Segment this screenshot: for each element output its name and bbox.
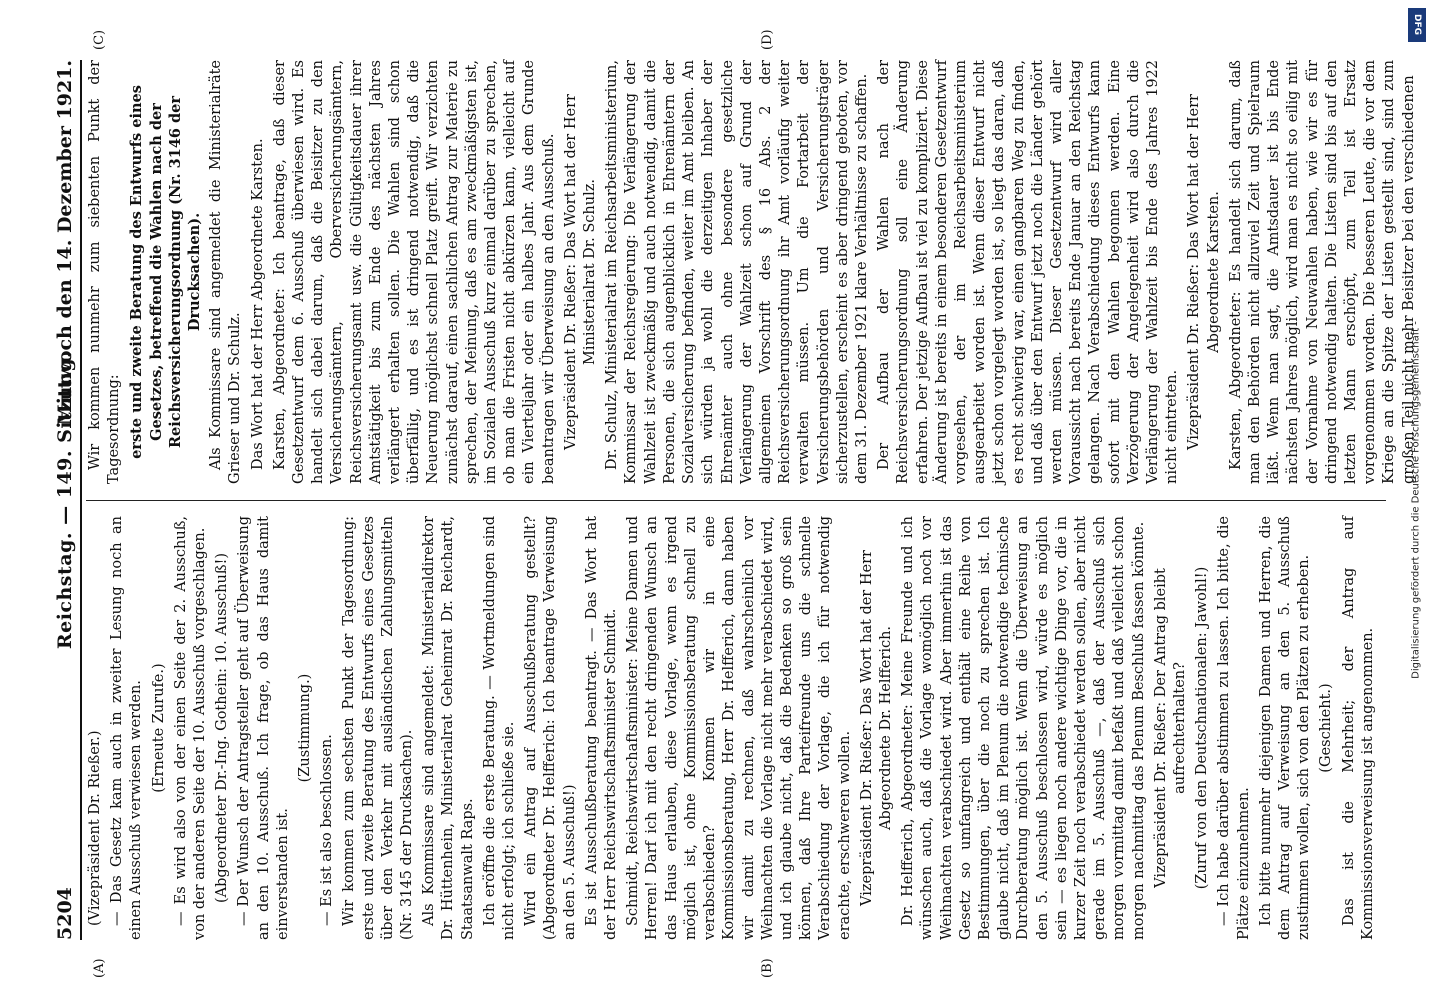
paragraph: Es ist Ausschußberatung beantragt. — Das Wort hat der Herr Reichswirtschaftsminister Schmidt. <box>583 516 620 940</box>
dfg-logo: DFG <box>1408 8 1426 42</box>
right-column <box>86 60 1417 484</box>
paragraph: Vizepräsident Dr. Rießer: Der Antrag bleibt aufrechterhalten? <box>1152 568 1188 888</box>
paragraph: Als Kommissare sind angemeldet die Ministerialräte Grieser und Dr. Schulz. <box>208 60 244 484</box>
paragraph: (Zustimmung.) <box>297 673 314 783</box>
paragraph: Vizepräsident Dr. Rießer: Das Wort hat der Herr Ministerialrat Dr. Schulz. <box>562 94 599 450</box>
credit-text: Digitalisierung gefördert durch die Deutsche Forschungsgemeinschaft - <box>1410 321 1422 679</box>
digitization-credit <box>1405 8 1427 992</box>
paragraph: — Ich habe darüber abstimmen zu lassen. Ich bitte, die Plätze einzunehmen. <box>1216 516 1252 940</box>
paragraph: Vizepräsident Dr. Rießer: Das Wort hat der Herr Abgeordnete Dr. Helfferich. <box>858 550 894 906</box>
paragraph: Ich eröffne die erste Beratung. — Wortmeldungen sind nicht erfolgt; ich schließe sie. <box>481 516 518 940</box>
paragraph: — Das Gesetz kam auch in zweiter Lesung noch an einen Ausschuß verwiesen werden. <box>109 516 145 940</box>
paragraph: Wird ein Antrag auf Ausschußberatung gestellt? (Abgeordneter Dr. Helfferich: Ich beantrage Verweisung an den 5. Ausschuß!) <box>523 516 578 940</box>
agenda-heading: erste und zweite Beratung des Entwurfs eines Gesetzes, betreffend die Wahlen nach der Reichsversicherungsordnung (Nr. 3146 der Drucksachen). <box>128 85 204 459</box>
paragraph: Wir kommen zum sechsten Punkt der Tagesordnung: erste und zweite Beratung des Entwurfs eines Gesetzes über den Verkehr mit ausländischen Zahlungsmitteln (Nr. 3145 der Drucksachen). <box>341 516 416 940</box>
page-number: 5204 <box>54 887 76 940</box>
paragraph: (Abgeordneter Dr.-Ing. Gothein: 10. Ausschuß!) <box>214 553 231 903</box>
paragraph: Als Kommissare sind angemeldet: Ministerialdirektor Dr. Hüttenhein, Ministerialrat Geheimrat Dr. Reichardt, Staatsanwalt Raps. <box>421 516 476 940</box>
margin-mark-c: (C) <box>92 29 107 50</box>
paragraph: — Es wird also von der einen Seite der 2. Ausschuß, von der anderen Seite der 10. Ausschuß vorgeschlagen. <box>172 516 209 940</box>
page-header <box>40 60 82 940</box>
paragraph: — Es ist also beschlossen. <box>319 734 336 926</box>
paragraph: Ich bitte nunmehr diejenigen Damen und Herren, die dem Antrag auf Verweisung an den 5. Ausschuß zustimmen wollen, sich von den Plätzen zu erheben. <box>1257 516 1313 940</box>
margin-mark-a: (A) <box>92 958 107 978</box>
paragraph: Karsten, Abgeordneter: Ich beantrage, daß dieser Gesetzentwurf dem 6. Ausschuß überwiesen wird. Es handelt sich dabei darum, daß die Beisitzer zu den Versicherungsämtern, Oberversicherungsämtern, Reichsversicherungsamt usw. die Gültigkeitsdauer ihrer Amtstätigkeit bis zum Ende des nächsten Jahres verlängert erhalten sollen. Die Wahlen sind schon überfällig, und es ist dringend notwendig, daß die Neuerung möglichst schnell Platz greift. Wir verzichten zunächst darauf, einen sachlichen Antrag zur Materie zu sprechen, der Meinung, daß es am zweckmäßigsten ist, im Sozialen Ausschuß kurz einmal darüber zu sprechen, ob man die Fristen nicht abkürzen kann, vielleicht auf ein Vierteljahr oder ein halbes Jahr. Aus dem Grunde beantragen wir Überweisung an den Ausschuß. <box>271 60 557 484</box>
paragraph: (Zuruf von den Deutschnationalen: Jawohl!) <box>1194 566 1211 890</box>
paragraph: — Der Wunsch der Antragsteller geht auf Überweisung an den 10. Ausschuß. Ich frage, ob das Haus damit einverstanden ist. <box>236 516 291 940</box>
paragraph: Schmidt, Reichswirtschaftsminister: Meine Damen und Herren! Darf ich mit den recht dringenden Wunsch an das Haus erlauben, diese Vorlage, wenn es irgend möglich ist, ohne Kommissionsberatung schnell zu verabschieden? Kommen wir in eine Kommissionsberatung, Herr Dr. Helfferich, dann haben wir damit zu rechnen, daß wahrscheinlich vor Weihnachten die Vorlage nicht mehr verabschiedet wird, und ich glaube nicht, daß die Bedenken so groß sein können, daß Ihre Parteifreunde uns die schnelle Verabschiedung der Vorlage, die ich für notwendig erachte, erschweren wollen. <box>625 516 853 940</box>
paragraph: Vizepräsident Dr. Rießer: Das Wort hat der Herr Abgeordnete Karsten. <box>1186 94 1222 450</box>
paragraph: Dr. Schulz, Ministerialrat im Reichsarbeitsministerium, Kommissar der Reichsregierung: Die Verlängerung der Wahlzeit ist zweckmäßig und auch notwendig, damit die Personen, die sich augenblicklich in Ehrenämtern der Sozialversicherung befinden, weiter im Amt bleiben. An sich würden ja wohl die derzeitigen Inhaber der Ehrenämter auch ohne besondere gesetzliche Verlängerung der Wahlzeit schon auf Grund der allgemeinen Vorschrift des § 16 Abs. 2 der Reichsversicherungsordnung ihr Amt vorläufig weiter verwalten müssen. Um die Fortarbeit der Versicherungsbehörden und Versicherungsträger sicherzustellen, erscheint es aber dringend geboten, vor dem 31. Dezember 1921 klare Verhältnisse zu schaffen. <box>604 60 870 484</box>
paragraph: Dr. Helfferich, Abgeordneter: Meine Freunde und ich wünschen auch, daß die Vorlage womöglich noch vor Weihnachten verabschiedet wird. Aber immerhin ist das Gesetz so umfangreich und enthält eine Reihe von Bestimmungen, über die noch zu sprechen ist. Ich glaube nicht, daß im Plenum die notwendige technische Durchberatung möglich ist. Wenn die Überweisung an den 5. Ausschuß beschlossen wird, würde es möglich sein — es liegen noch andere wichtige Dinge vor, die in kurzer Zeit noch verabschiedet werden sollen, aber nicht gerade im 5. Ausschuß —, daß der Ausschuß sich morgen vormittag damit befaßt und daß vielleicht schon morgen nachmittag das Plenum Beschluß fassen könnte. <box>900 516 1147 940</box>
paragraph: (Vizepräsident Dr. Rießer.) <box>87 730 103 926</box>
paragraph: Wir kommen nunmehr zum siebenten Punkt der Tagesordnung: <box>87 60 123 484</box>
paragraph: Das ist die Mehrheit; der Antrag auf Kommissionsverweisung ist angenommen. <box>1340 516 1376 940</box>
paragraph: (Geschieht.) <box>1318 683 1335 773</box>
paragraph: (Erneute Zurufe.) <box>150 663 167 793</box>
session-date: Mittwoch den 14. Dezember 1921. <box>54 60 76 426</box>
paragraph: Das Wort hat der Herr Abgeordnete Karsten. <box>249 138 266 470</box>
paragraph: Der Aufbau der Wahlen nach der Reichsversicherungsordnung soll eine Änderung erfahren. Der jetzige Aufbau ist viel zu kompliziert. Diese Änderung ist bereits in einem besonderen Gesetzentwurf vorgesehen, der im Reichsarbeitsministerium ausgearbeitet worden ist. Wenn dieser Entwurf nicht jetzt schon vorgelegt worden ist, so liegt das daran, daß es recht schwierig war, einen gangbaren Weg zu finden, und daß über den Entwurf jetzt noch die Länder gehört werden müssen. Dieser Gesetzentwurf wird aller Voraussicht nach bereits Ende Januar an den Reichstag gelangen. Nach Verabschiedung dieses Entwurfs kann sofort mit den Wahlen begonnen werden. Eine Verzögerung der Angelegenheit wird also durch die Verlängerung der Wahlzeit bis Ende des Jahres 1922 nicht eintreten. <box>876 60 1181 484</box>
margin-mark-b: (B) <box>760 958 775 978</box>
margin-mark-d: (D) <box>760 29 775 50</box>
column-divider <box>86 500 1386 501</box>
paragraph: Karsten, Abgeordneter: Es handelt sich darum, daß man den Behörden nicht allzuviel Zeit und Spielraum läßt. Wenn man sagt, die Amtsdauer ist bis Ende nächsten Jahres möglich, wird man es nicht so eilig mit der Vornahme von Neuwahlen haben, wie wir es für dringend notwendig halten. Die Listen sind bis auf den letzten Mann erschöpft, zum Teil ist Ersatz vorgenommen worden. Die besseren Leute, die vor dem Kriege an die Spitze der Listen gestellt sind, sind zum großen Teil nicht mehr Beisitzer bei den verschiedenen <box>1227 60 1417 484</box>
left-column <box>86 516 1386 940</box>
session-title: Reichstag. — 149. Sitzung. <box>54 350 76 650</box>
